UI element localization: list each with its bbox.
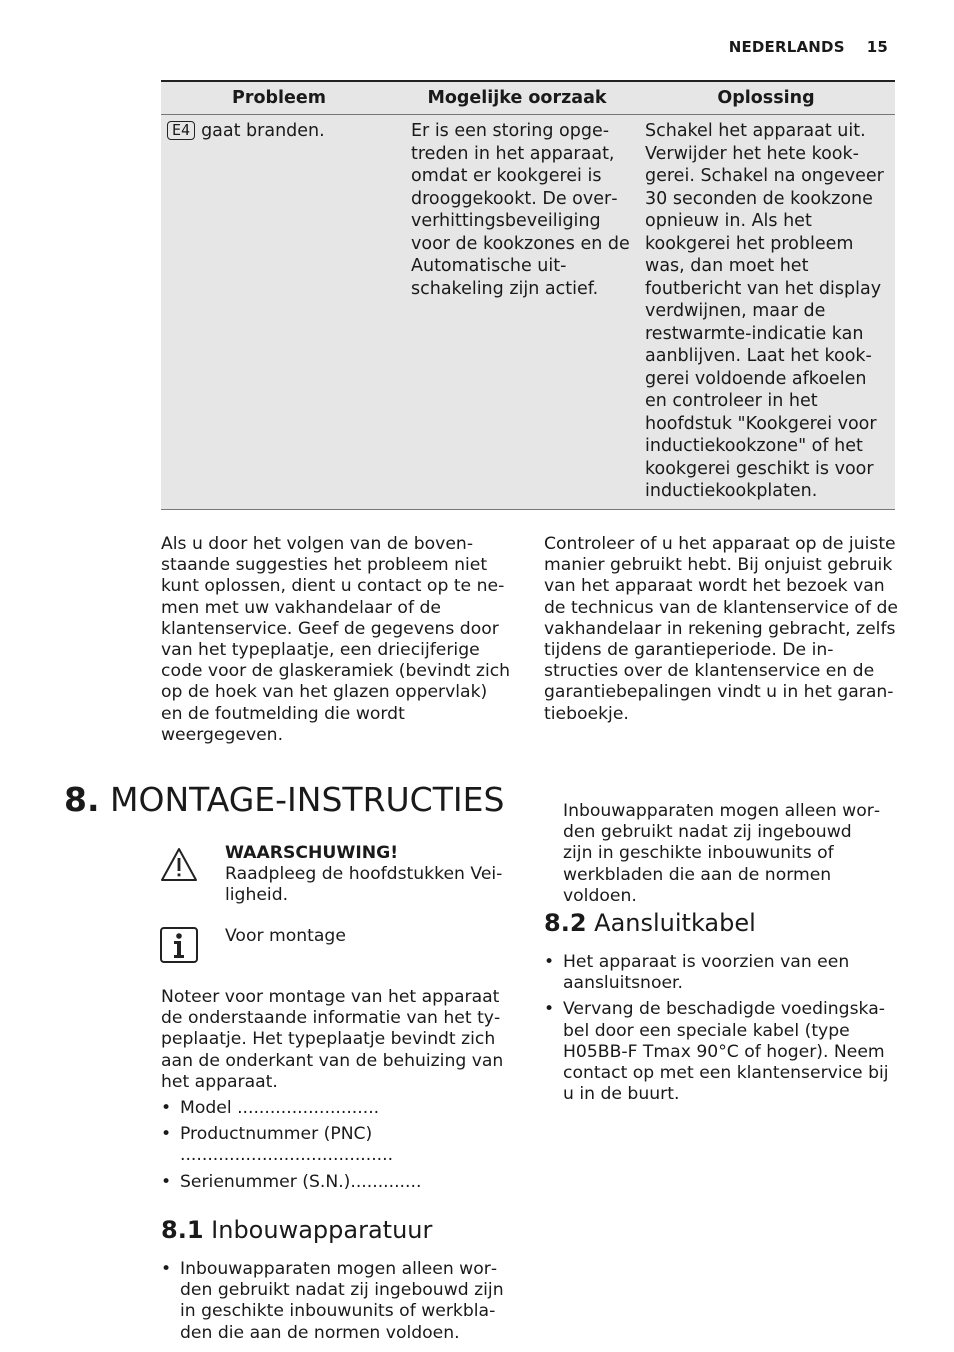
troubleshooting-table xyxy=(161,80,895,510)
cable-bullet-text: Het apparaat is voorzien van een aansluitsnoer. xyxy=(563,952,850,994)
info-icon xyxy=(159,925,199,969)
subsection-title: Aansluitkabel xyxy=(594,909,756,937)
warning-text: Raadpleeg de hoofdstukken Veiligheid. xyxy=(225,864,503,906)
cable-bullet-list xyxy=(544,952,889,1110)
contact-paragraph: Als u door het volgen van de bovenstaande suggesties het probleem niet kunt oplossen, dient u contact op te nemen met uw vakhandelaar of de klantenservice. Geef de gegevens door van het typeplaatje, een driecijferige code voor de glaskeramiek (bevindt zich op de hoek van het glazen oppervlak) en de foutmelding die wordt weergegeven. xyxy=(161,534,511,745)
solution-cell: Schakel het apparaat uit. Verwijder het hete kookgerei. Schakel na ongeveer 30 seconden de kookzone opnieuw in. Als het kookgerei het probleem was, dan moet het foutbericht van het display verdwijnen, maar de restwarmte-indicatie kan aanblijven. Laat het kookgerei voldoende afkoelen en controleer in het hoofdstuk "Kookgerei voor inductiekookzone" of het kookgerei geschikt is voor inductiekookplaten. xyxy=(637,115,895,510)
section-title: MONTAGE-INSTRUCTIES xyxy=(110,780,505,819)
subsection-title: Inbouwapparatuur xyxy=(211,1216,433,1244)
problem-cell xyxy=(161,115,397,510)
subsection-heading-8-2 xyxy=(544,909,756,937)
list-item: • Model .......................... xyxy=(161,1098,380,1118)
list-item: • Vervang de beschadigde voedingskabel door een speciale kabel (type H05BB-F Tmax 90°C of hoger). Neem contact op met een klantenservice bij u in de buurt. xyxy=(544,999,889,1105)
warning-block xyxy=(225,843,515,907)
page-number: 15 xyxy=(866,38,888,56)
built-in-note-part1: Inbouwapparaten mogen alleen worden gebruikt nadat zij ingebouwd zijn in geschikte inbouwunits of werkbladen die aan de normen voldoen. xyxy=(180,1259,504,1343)
warning-label: WAARSCHUWING! xyxy=(225,843,399,863)
rating-plate-fields-list xyxy=(161,1098,501,1198)
info-text: Voor montage xyxy=(225,926,346,946)
column-header-cause: Mogelijke oorzaak xyxy=(397,81,637,115)
built-in-note-continued xyxy=(544,801,884,906)
field-product-number: Productnummer (PNC) ....................................... xyxy=(180,1124,394,1166)
list-item xyxy=(161,1259,506,1343)
subsection-number: 8.2 xyxy=(544,909,587,937)
language-label: NEDERLANDS xyxy=(728,38,845,56)
bullet: • xyxy=(161,1259,172,1279)
intro-paragraph: Noteer voor montage van het apparaat de onderstaande informatie van het typeplaatje. Het typeplaatje bevindt zich aan de onderkant van de behuizing van het apparaat. xyxy=(161,987,504,1092)
column-header-problem: Probleem xyxy=(161,81,397,115)
warranty-paragraph: Controleer of u het apparaat op de juiste manier gebruikt hebt. Bij onjuist gebruik van het apparaat wordt het bezoek van de technicus van de klantenservice of de vakhandelaar in rekening gebracht, zelfs tijdens de garantieperiode. De instructies over de klantenservice en de garantiebepalingen vindt u in het garantieboekje. xyxy=(544,534,898,724)
built-in-note-part2: Inbouwapparaten mogen alleen worden gebruikt nadat zij ingebouwd zijn in geschikte inbouwunits of werkbladen die aan de normen voldoen. xyxy=(563,801,881,906)
field-serial-number: Serienummer (S.N.)............. xyxy=(180,1171,422,1192)
display-code-badge: E4 xyxy=(167,121,195,140)
warning-icon xyxy=(159,845,199,889)
cable-bullet-text: Vervang de beschadigde voedingskabel door een speciale kabel (type H05BB-F Tmax 90°C of hoger). Neem contact op met een klantenservice bij u in de buurt. xyxy=(563,999,889,1105)
subsection-heading-8-1 xyxy=(161,1216,432,1244)
column-header-solution: Oplossing xyxy=(637,81,895,115)
table-row xyxy=(161,115,895,510)
table-header-row xyxy=(161,81,895,115)
problem-text: gaat branden. xyxy=(201,121,325,141)
list-item: • Serienummer (S.N.)............. xyxy=(161,1171,422,1192)
cause-cell: Er is een storing opgetreden in het apparaat, omdat er kookgerei is drooggekookt. De oververhittingsbeveiliging voor de kookzones en de Automatische uitschakeling zijn actief. xyxy=(397,115,637,510)
subsection-number: 8.1 xyxy=(161,1216,204,1244)
list-item: • Het apparaat is voorzien van een aansluitsnoer. xyxy=(544,952,850,994)
page-header xyxy=(729,38,888,56)
section-heading xyxy=(64,780,504,819)
list-item: • Productnummer (PNC) ....................................... xyxy=(161,1124,501,1166)
field-model: Model .......................... xyxy=(180,1098,380,1118)
section-number: 8. xyxy=(64,780,100,819)
